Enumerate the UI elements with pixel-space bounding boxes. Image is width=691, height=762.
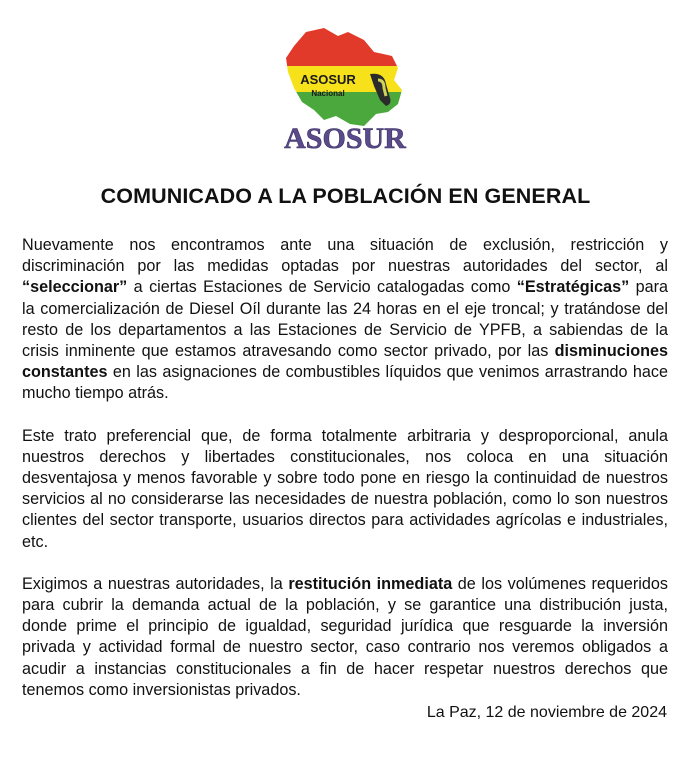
bolivia-map-emblem <box>266 18 426 158</box>
logo-wordmark: ASOSUR <box>284 122 406 155</box>
paragraph-3: Exigimos a nuestras autoridades, la restitución inmediata de los volúmenes requeridos para cubrir la demanda actual de la población, y se garantice una distribución justa, donde prime el principio de igualdad, seguridad jurídica que resguarde la inversión privada y actividad formal de nuestro sector, caso contrario nos veremos obligados a acudir a instancias constitucionales a fin de hacer respetar nuestros derechos que tenemos como inversionistas privados. <box>22 574 668 699</box>
page-title: COMUNICADO A LA POBLACIÓN EN GENERAL <box>100 184 591 208</box>
emblem-subtext: Nacional <box>311 89 345 98</box>
paragraph-1: Nuevamente nos encontramos ante una situación de exclusión, restricción y discriminación por las medidas optadas por nuestras autoridades del sector, al “seleccionar” a ciertas Estaciones de Servicio catalogadas como “Estratégicas” para la comercialización de Diesel Oíl durante las 24 horas en el eje troncal; y tratándose del resto de los departamentos a las Estaciones de Servicio de YPFB, a sabiendas de la crisis inminente que estamos atravesando como sector privado, por las disminuciones constantes en las asignaciones de combustibles líquidos que venimos arrastrando hace mucho tiempo atrás. <box>22 236 668 403</box>
emblem-text: ASOSUR <box>300 72 356 87</box>
asosur-logo <box>266 18 426 158</box>
statement-body <box>22 235 668 722</box>
flag-red-band <box>266 18 426 66</box>
paragraph-2: Este trato preferencial que, de forma totalmente arbitraria y desproporcional, anula nuestros derechos y libertades constitucionales, nos coloca en una situación desventajosa y menos favorable y sobre todo pone en riesgo la continuidad de nuestros servicios al no considerarse las necesidades de nuestra población, como lo son nuestros clientes del sector transporte, usuarios directos para actividades agrícolas e industriales, etc. <box>22 426 668 551</box>
place-date-signoff: La Paz, 12 de noviembre de 2024 <box>426 704 667 721</box>
